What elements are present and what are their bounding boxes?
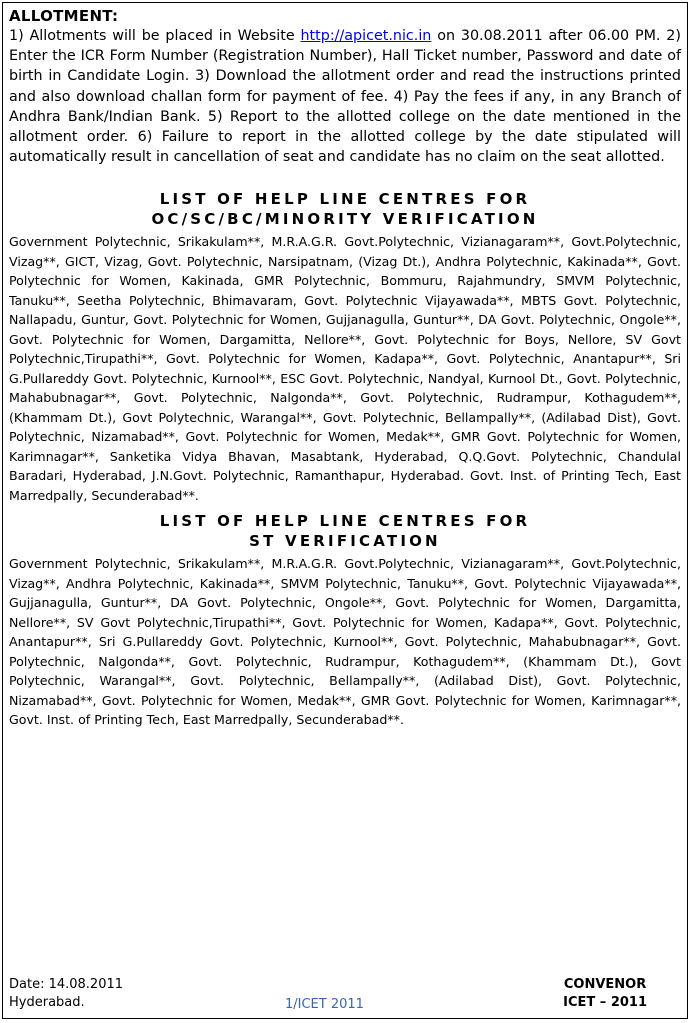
- section1-title: [9, 189, 681, 229]
- section1-title-line2: OC/SC/BC/MINORITY VERIFICATION: [151, 210, 539, 229]
- section2-title-line1: LIST OF HELP LINE CENTRES FOR: [159, 512, 531, 531]
- section2-title: [9, 511, 681, 551]
- footer-signatory-block: [563, 976, 647, 1012]
- allotment-heading: ALLOTMENT:: [9, 7, 119, 25]
- allotment-text-part2: on 30.08.2011 after 06.00 PM. 2) Enter the ICR Form Number (Registration Number), Hall Ticket number, Password and date of birth in Candidate Login. 3) Download the allotment order and read the instructions printed and also download challan form for payment of fee. 4) Pay the fees if any, in any Branch of Andhra Bank/Indian Bank. 5) Report to the allotted college on the date mentioned in the allotment order. 6) Failure to report in the allotted college by the date stipulated will automatically result in cancellation of seat and candidate has no claim on the seat allotted.: [9, 28, 681, 166]
- section1-centres-list: Government Polytechnic, Srikakulam**, M.R.A.G.R. Govt.Polytechnic, Vizianagaram**, Govt.Polytechnic, Vizag**, GICT, Vizag, Govt. Polytechnic, Narsipatnam, (Vizag Dt.), Andhra Polytechnic, Kakinada**, Govt. Polytechnic for Women, Kakinada, GMR Polytechnic, Bommuru, Rajahmundry, SMVM Polytechnic, Tanuku**, Seetha Polytechnic, Bhimavaram, Govt. Polytechnic Vijayawada**, MBTS Govt. Polytechnic, Nallapadu, Guntur, Govt. Polytechnic for Women, Gujjanagulla, Guntur**, DA Govt. Polytechnic, Ongole**, Govt. Polytechnic for Women, Dargamitta, Nellore**, Govt. Polytechnic for Boys, Nellore, SV Govt Polytechnic,Tirupathi**, Govt. Polytechnic for Women, Kadapa**, Govt. Polytechnic, Anantapur**, Sri G.Pullareddy Govt. Polytechnic, Kurnool**, ESC Govt. Polytechnic, Nandyal, Kurnool Dt., Govt. Polytechnic, Mahabubnagar**, Govt. Polytechnic, Nalgonda**, Govt. Polytechnic, Rudrampur, Kothagudem**, (Khammam Dt.), Govt Polytechnic, Warangal**, Govt. Polytechnic, Bellampally**, (Adilabad Dist), Govt. Polytechnic, Nizamabad**, Govt. Polytechnic for Women, Medak**, GMR Govt. Polytechnic for Women, Karimnagar**, Sanketika Vidya Bhavan, Masabtank, Hyderabad, Q.Q.Govt. Polytechnic, Chandulal Baradari, Hyderabad, J.N.Govt. Polytechnic, Ramanthapur, Hyderabad. Govt. Inst. of Printing Tech, East Marredpally, Secunderabad**.: [9, 234, 681, 503]
- footer-left: [9, 976, 123, 1012]
- footer-place: Hyderabad.: [9, 995, 85, 1010]
- section2-centres-list: Government Polytechnic, Srikakulam**, M.R.A.G.R. Govt.Polytechnic, Vizianagaram**, Govt.Polytechnic, Vizag**, Andhra Polytechnic, Kakinada**, SMVM Polytechnic, Tanuku**, Govt. Polytechnic Vijayawada**, Gujjanagulla, Guntur**, DA Govt. Polytechnic, Ongole**, Govt. Polytechnic for Women, Dargamitta, Nellore**, SV Govt Polytechnic,Tirupathi**, Govt. Polytechnic for Women, Kadapa**, Govt. Polytechnic, Anantapur**, Sri G.Pullareddy Govt. Polytechnic, Kurnool**, Govt. Polytechnic, Mahabubnagar**, Govt. Polytechnic, Nalgonda**, Govt. Polytechnic, Rudrampur, Kothagudem**, (Khammam Dt.), Govt Polytechnic, Warangal**, Govt. Polytechnic, Bellampally**, (Adilabad Dist), Govt. Polytechnic, Nizamabad**, Govt. Polytechnic for Women, Medak**, GMR Govt. Polytechnic for Women, Karimnagar**, Govt. Inst. of Printing Tech, East Marredpally, Secunderabad**.: [9, 556, 681, 728]
- allotment-instructions: [9, 26, 681, 167]
- footer-signatory: CONVENOR: [563, 977, 647, 992]
- footer-date: Date: 14.08.2011: [9, 977, 124, 992]
- notice-page: [2, 2, 688, 1019]
- section2-title-line2: ST VERIFICATION: [249, 532, 441, 551]
- website-link[interactable]: http://apicet.nic.in: [300, 28, 432, 44]
- notice-content: [9, 7, 681, 730]
- allotment-text-part1: 1) Allotments will be placed in Website: [9, 28, 301, 44]
- footer-org: ICET – 2011: [563, 995, 647, 1010]
- footer-page-ref: 1/ICET 2011: [285, 997, 364, 1012]
- notice-footer: [9, 976, 681, 1020]
- section1-title-line1: LIST OF HELP LINE CENTRES FOR: [159, 190, 531, 209]
